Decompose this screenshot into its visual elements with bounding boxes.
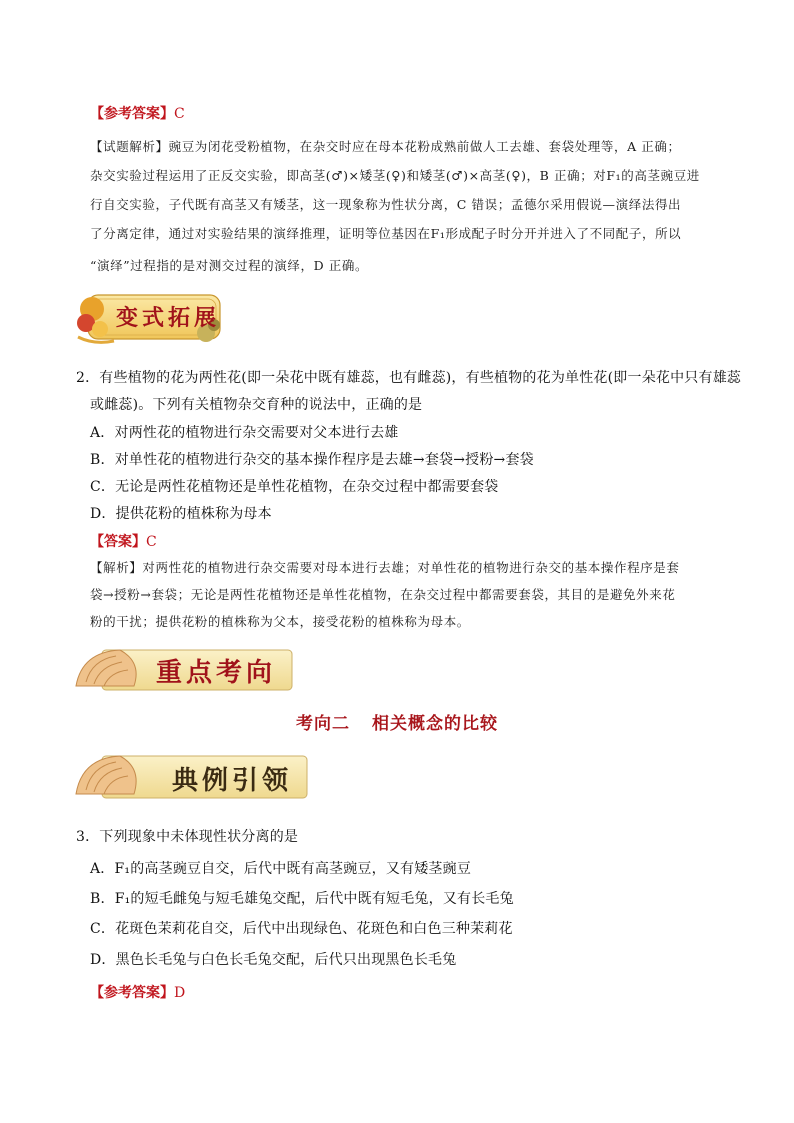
section-number: 考向二 — [296, 714, 350, 734]
option-a: A．对两性花的植物进行杂交需要对父本进行去雄 — [90, 425, 399, 441]
explanation-line: 【解析】对两性花的植物进行杂交需要对母本进行去雄；对单性花的植物进行杂交的基本操作程序是套 — [90, 560, 680, 575]
explanation-line: 【试题解析】豌豆为闭花受粉植物，在杂交时应在母本花粉成熟前做人工去雄、套袋处理等，A 正确； — [90, 139, 681, 154]
explanation-line: “演绎”过程指的是对测交过程的演绎，D 正确。 — [90, 258, 369, 273]
answer-3 — [90, 982, 185, 1002]
example-banner — [72, 748, 312, 806]
option-c: C．花斑色茉莉花自交，后代中出现绿色、花斑色和白色三种茉莉花 — [90, 921, 513, 937]
option-a: A．F₁的高茎豌豆自交，后代中既有高茎豌豆，又有矮茎豌豆 — [90, 861, 472, 877]
banner-title: 重点考向 — [156, 658, 277, 688]
answer-2 — [90, 531, 157, 551]
answer-1 — [90, 103, 185, 123]
banner-title: 典例引领 — [172, 766, 293, 796]
explanation-line: 了分离定律，通过对实验结果的演绎推理，证明等位基因在F₁形成配子时分开并进入了不同配子，所以 — [90, 226, 682, 241]
explanation-line: 行自交实验，子代既有高茎又有矮茎，这一现象称为性状分离，C 错误；孟德尔采用假说—演绎法得出 — [90, 197, 682, 212]
option-b: B．对单性花的植物进行杂交的基本操作程序是去雄→套袋→授粉→套袋 — [90, 452, 534, 468]
explanation-line: 粉的干扰；提供花粉的植株称为父本，接受花粉的植株称为母本。 — [90, 614, 470, 629]
section-title — [0, 709, 794, 734]
option-c: C．无论是两性花植物还是单性花植物，在杂交过程中都需要套袋 — [90, 479, 499, 495]
answer-label: 【参考答案】 — [90, 106, 174, 122]
banner-title: 变式拓展 — [116, 305, 221, 331]
answer-label: 【参考答案】 — [90, 985, 174, 1001]
question-stem: 3．下列现象中未体现性状分离的是 — [76, 829, 299, 845]
question-stem-line: 或雌蕊)。下列有关植物杂交育种的说法中，正确的是 — [90, 397, 423, 413]
explanation-line: 袋→授粉→套袋；无论是两性花植物还是单性花植物，在杂交过程中都需要套袋，其目的是避免外来花 — [90, 587, 676, 602]
answer-value: C — [174, 106, 185, 122]
section-name: 相关概念的比较 — [372, 714, 498, 734]
answer-value: D — [174, 985, 186, 1001]
variant-banner — [74, 287, 224, 349]
option-d: D．黑色长毛兔与白色长毛兔交配，后代只出现黑色长毛兔 — [90, 952, 457, 968]
question-stem-line: 2．有些植物的花为两性花(即一朵花中既有雄蕊，也有雌蕊)，有些植物的花为单性花(即一朵花中只有雄蕊 — [76, 370, 742, 386]
explanation-line: 杂交实验过程运用了正反交实验，即高茎(♂)×矮茎(♀)和矮茎(♂)×高茎(♀)，B 正确；对F₁的高茎豌豆进 — [90, 168, 700, 183]
focus-banner — [72, 642, 297, 698]
option-b: B．F₁的短毛雌兔与短毛雄兔交配，后代中既有短毛兔，又有长毛兔 — [90, 891, 514, 907]
answer-value: C — [146, 534, 157, 550]
answer-label: 【答案】 — [90, 534, 146, 550]
option-d: D．提供花粉的植株称为母本 — [90, 506, 272, 522]
